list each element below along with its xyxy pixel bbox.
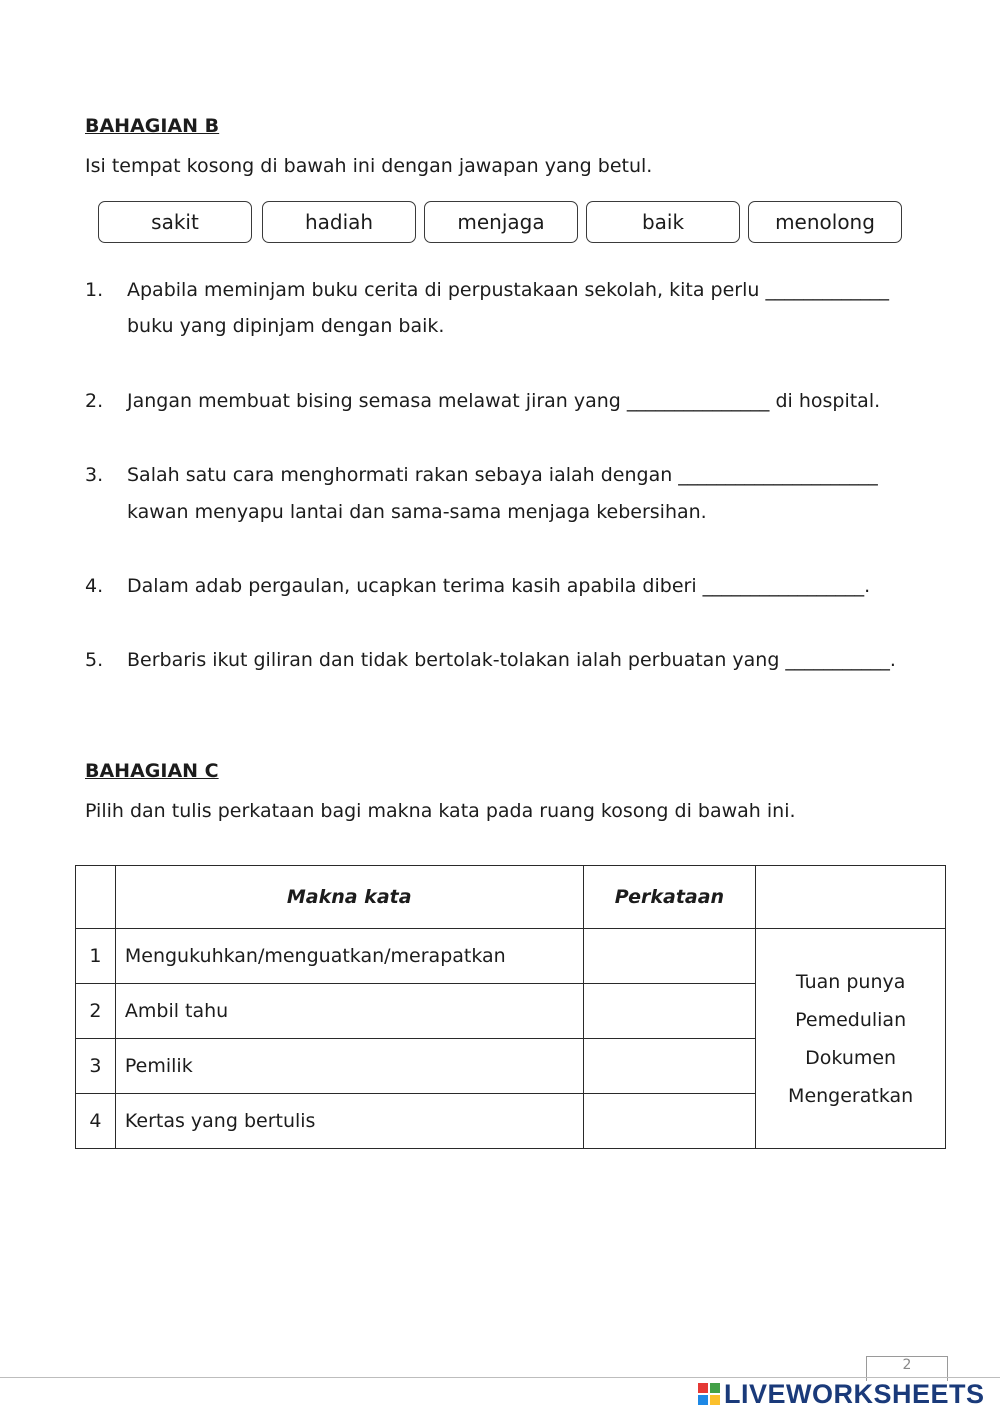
logo-square — [710, 1383, 720, 1393]
section-b-heading: BAHAGIAN B — [85, 115, 220, 137]
section-c-instruction: Pilih dan tulis perkataan bagi makna kata pada ruang kosong di bawah ini. — [85, 800, 796, 822]
options-cell — [756, 929, 946, 1149]
header-options-cell — [756, 866, 946, 929]
brand-footer — [698, 1378, 985, 1410]
liveworksheets-logo-icon — [698, 1383, 720, 1405]
header-meaning: Makna kata — [115, 866, 583, 929]
header-word: Perkataan — [583, 866, 756, 929]
logo-square — [698, 1395, 708, 1405]
question-1-text[interactable]: Apabila meminjam buku cerita di perpustakaan sekolah, kita perlu _____________ — [127, 279, 889, 301]
table-row — [76, 929, 946, 984]
table-header-row — [76, 866, 946, 929]
row-number: 4 — [76, 1094, 116, 1149]
row-number: 3 — [76, 1039, 116, 1094]
question-2-text[interactable]: Jangan membuat bising semasa melawat jiran yang _______________ di hospital. — [127, 390, 881, 412]
question-4-number: 4. — [85, 575, 104, 597]
page-number: 2 — [866, 1356, 948, 1381]
option-dokumen[interactable]: Dokumen — [805, 1046, 897, 1069]
section-c-heading: BAHAGIAN C — [85, 760, 219, 782]
option-pemedulian[interactable]: Pemedulian — [795, 1008, 907, 1031]
option-tuan-punya[interactable]: Tuan punya — [795, 970, 906, 993]
row-meaning: Pemilik — [115, 1039, 583, 1094]
answer-cell-3[interactable] — [583, 1039, 756, 1094]
question-3-text[interactable]: Salah satu cara menghormati rakan sebaya ialah dengan _____________________ — [127, 464, 878, 486]
row-meaning: Mengukuhkan/menguatkan/merapatkan — [115, 929, 583, 984]
header-number-cell — [76, 866, 116, 929]
question-4-text[interactable]: Dalam adab pergaulan, ucapkan terima kasih apabila diberi _________________. — [127, 575, 871, 597]
logo-square — [710, 1395, 720, 1405]
option-mengeratkan[interactable]: Mengeratkan — [788, 1084, 914, 1107]
section-b-instruction: Isi tempat kosong di bawah ini dengan jawapan yang betul. — [85, 155, 653, 177]
answer-cell-1[interactable] — [583, 929, 756, 984]
row-number: 2 — [76, 984, 116, 1039]
meaning-table — [75, 865, 946, 1149]
word-bank-menjaga[interactable]: menjaga — [424, 201, 578, 243]
question-2-number: 2. — [85, 390, 104, 412]
word-bank-hadiah[interactable]: hadiah — [262, 201, 416, 243]
answer-cell-4[interactable] — [583, 1094, 756, 1149]
row-meaning: Kertas yang bertulis — [115, 1094, 583, 1149]
logo-square — [698, 1383, 708, 1393]
question-5-text[interactable]: Berbaris ikut giliran dan tidak bertolak-tolakan ialah perbuatan yang ___________. — [127, 649, 896, 671]
brand-name: LIVEWORKSHEETS — [724, 1378, 985, 1409]
question-1-number: 1. — [85, 279, 104, 301]
question-5-number: 5. — [85, 649, 104, 671]
question-1-text-cont: buku yang dipinjam dengan baik. — [127, 315, 445, 337]
row-number: 1 — [76, 929, 116, 984]
answer-cell-2[interactable] — [583, 984, 756, 1039]
word-bank-menolong[interactable]: menolong — [748, 201, 902, 243]
word-bank-baik[interactable]: baik — [586, 201, 740, 243]
question-3-number: 3. — [85, 464, 104, 486]
row-meaning: Ambil tahu — [115, 984, 583, 1039]
word-bank-sakit[interactable]: sakit — [98, 201, 252, 243]
question-3-text-cont: kawan menyapu lantai dan sama-sama menjaga kebersihan. — [127, 501, 707, 523]
